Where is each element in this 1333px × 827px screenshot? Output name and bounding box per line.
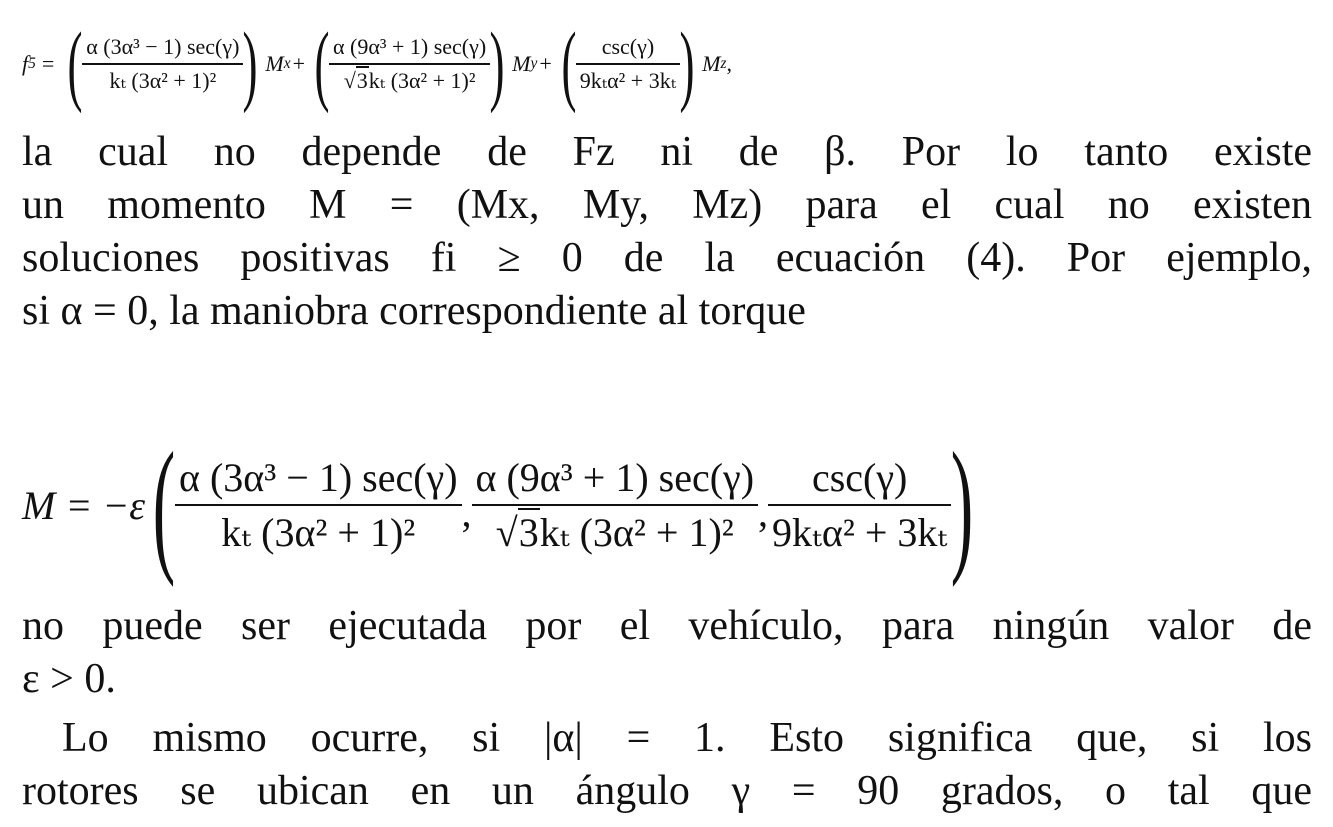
eq-m-comma1: , bbox=[461, 490, 472, 535]
eq-m-term3-den: 9kₜα² + 3kₜ bbox=[772, 510, 948, 555]
eq-f5-term1-num: α (3α³ − 1) sec(γ) bbox=[86, 34, 240, 59]
eq-m-term1-num: α (3α³ − 1) sec(γ) bbox=[179, 455, 458, 500]
eq-f5-term3 bbox=[576, 34, 680, 94]
eq-m-term2 bbox=[472, 454, 759, 556]
right-paren: ) bbox=[489, 14, 505, 114]
paragraph-line: Lo mismo ocurre, si |α| = 1. Esto significa que, si los bbox=[62, 715, 1312, 761]
eq-f5-term3-num: csc(γ) bbox=[601, 34, 655, 59]
sqrt-radicand: 3 bbox=[356, 68, 368, 93]
eq-f5-lhs-sub: 5 bbox=[28, 55, 36, 72]
sqrt: √3 bbox=[343, 68, 368, 93]
equation-f5 bbox=[22, 14, 732, 114]
eq-f5-mx: M bbox=[265, 51, 284, 76]
eq-f5-my: M bbox=[512, 51, 531, 76]
eq-f5-term1 bbox=[82, 34, 243, 94]
sqrt-radicand: 3 bbox=[518, 510, 539, 555]
eq-f5-end: , bbox=[726, 51, 732, 76]
paragraph-line: soluciones positivas fi ≥ 0 de la ecuación (4). Por ejemplo, bbox=[22, 235, 1312, 281]
paragraph-line: un momento M = (Mx, My, Mz) para el cual no existen bbox=[22, 182, 1312, 228]
eq-f5-mz-sub: z bbox=[720, 55, 727, 72]
eq-f5-term2 bbox=[329, 34, 490, 94]
right-paren: ) bbox=[242, 14, 258, 114]
eq-m-term3-num: csc(γ) bbox=[811, 455, 908, 500]
eq-m-term2-num: α (9α³ + 1) sec(γ) bbox=[475, 455, 755, 500]
paragraph-3 bbox=[22, 712, 1312, 818]
right-paren: ) bbox=[951, 422, 974, 588]
left-paren: ( bbox=[152, 422, 176, 588]
eq-f5-term3-den: 9kₜα² + 3kₜ bbox=[579, 68, 677, 93]
paragraph-1 bbox=[22, 126, 1312, 338]
eq-f5-mz: M bbox=[702, 51, 721, 76]
eq-m-term1-den: kₜ (3α² + 1)² bbox=[221, 510, 416, 555]
eq-f5-plus2: + bbox=[539, 51, 552, 76]
eq-f5-equals: = bbox=[41, 51, 55, 76]
eq-f5-mx-sub: x bbox=[283, 55, 291, 72]
eq-m-term3 bbox=[768, 454, 951, 556]
eq-f5-term2-num: α (9α³ + 1) sec(γ) bbox=[332, 34, 487, 59]
paragraph-line: rotores se ubican en un ángulo γ = 90 grados, o tal que bbox=[22, 768, 1312, 814]
paragraph-line: ε > 0. bbox=[22, 656, 116, 702]
eq-m-term2-den bbox=[492, 506, 738, 556]
paragraph-2 bbox=[22, 600, 1312, 706]
right-paren: ) bbox=[679, 14, 695, 114]
eq-f5-term2-den bbox=[340, 65, 480, 94]
eq-f5-plus1: + bbox=[292, 51, 305, 76]
left-paren: ( bbox=[314, 14, 330, 114]
eq-f5-my-sub: y bbox=[530, 55, 538, 72]
eq-f5-lhs: f bbox=[22, 51, 29, 76]
paragraph-line: si α = 0, la maniobra correspondiente al torque bbox=[22, 288, 806, 334]
left-paren: ( bbox=[561, 14, 577, 114]
eq-m-term1 bbox=[175, 454, 462, 556]
left-paren: ( bbox=[67, 14, 83, 114]
paragraph-line: la cual no depende de Fz ni de β. Por lo tanto existe bbox=[22, 129, 1312, 175]
eq-f5-term1-den: kₜ (3α² + 1)² bbox=[109, 68, 217, 93]
eq-m-lhs: M = −ε bbox=[22, 482, 146, 528]
sqrt: √3 bbox=[495, 510, 539, 555]
eq-m-term2-den-rest: kₜ (3α² + 1)² bbox=[539, 510, 734, 555]
equation-m bbox=[22, 422, 987, 588]
paragraph-line: no puede ser ejecutada por el vehículo, para ningún valor de bbox=[22, 603, 1312, 649]
eq-f5-term2-den-rest: kₜ (3α² + 1)² bbox=[368, 68, 476, 93]
eq-m-comma2: , bbox=[758, 490, 769, 535]
